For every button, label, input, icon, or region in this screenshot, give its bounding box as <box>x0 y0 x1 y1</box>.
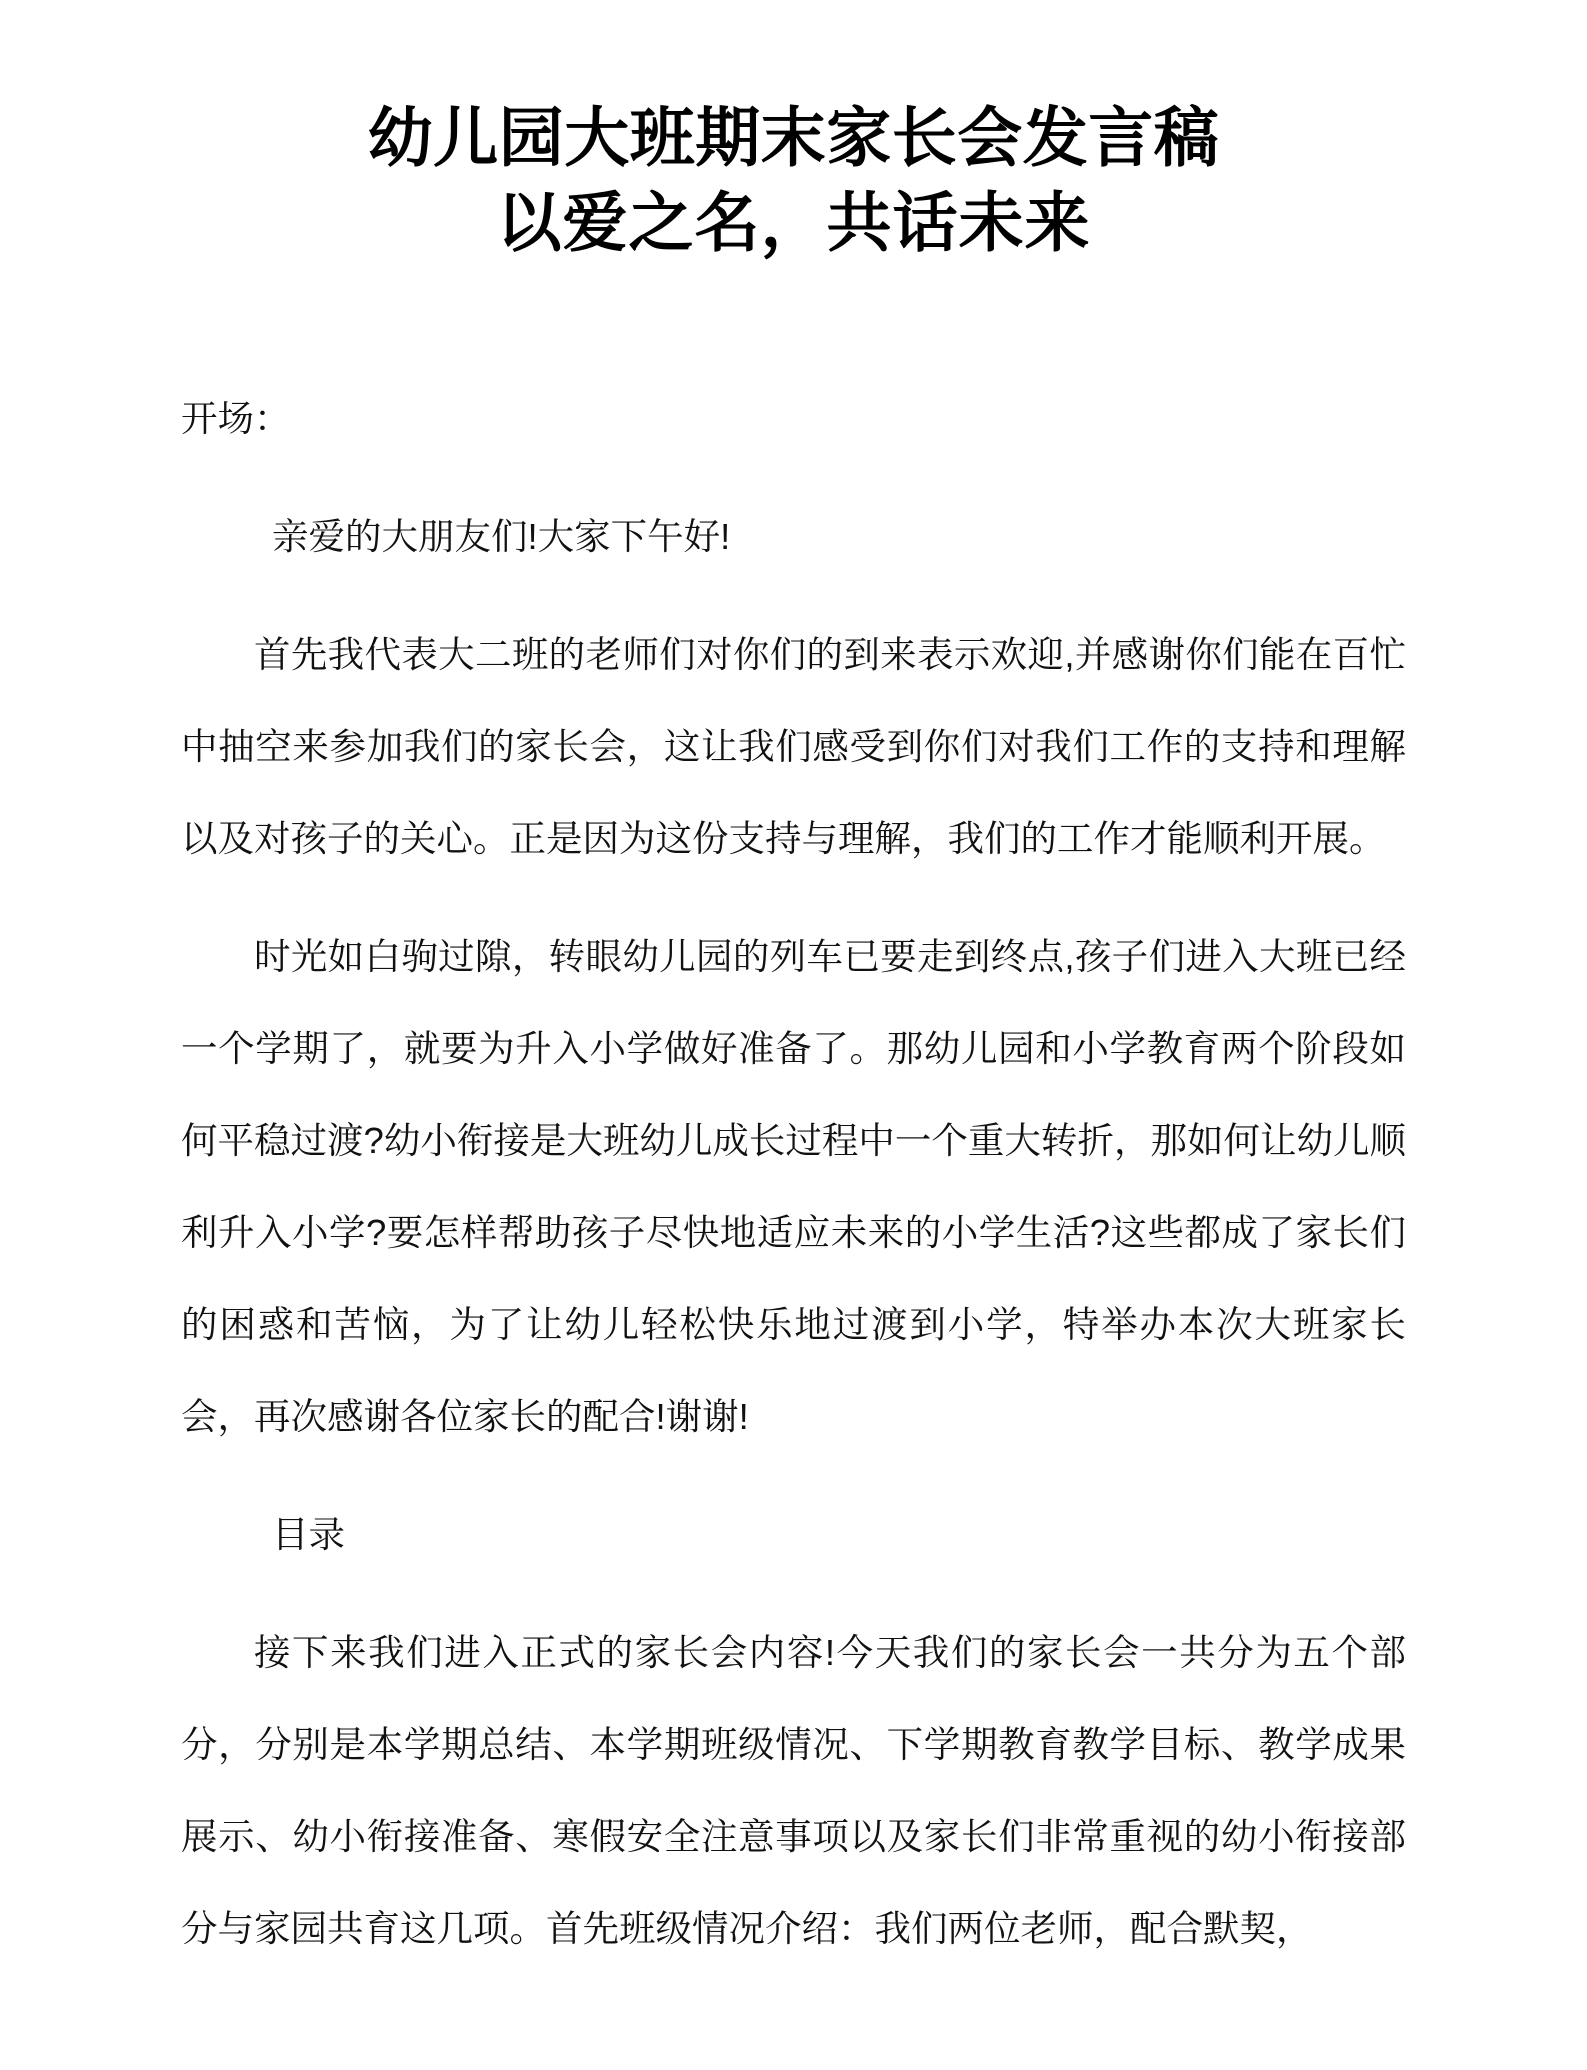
page-title <box>0 0 1587 265</box>
paragraph-agenda: 接下来我们进入正式的家长会内容!今天我们的家长会一共分为五个部分，分别是本学期总结、本学期班级情况、下学期教育教学目标、教学成果展示、幼小衔接准备、寒假安全注意事项以及家长们非常重视的幼小衔接部分与家园共育这几项。首先班级情况介绍：我们两位老师，配合默契， <box>181 1632 1406 1949</box>
paragraph-gap <box>181 1581 1406 1607</box>
title-body-spacer <box>0 265 1587 373</box>
section-label-opening: 开场： <box>181 398 291 439</box>
title-line-main: 幼儿园大班期末家长会发言稿 <box>367 101 1220 174</box>
section-label-toc: 目录 <box>272 1514 345 1555</box>
document-body <box>181 373 1406 1975</box>
paragraph-welcome: 首先我代表大二班的老师们对你们的到来表示欢迎,并感谢你们能在百忙中抽空来参加我们的家长会，这让我们感受到你们对我们工作的支持和理解以及对孩子的关心。正是因为这份支持与理解，我们的工作才能顺利开展。 <box>181 634 1406 859</box>
paragraph-gap <box>181 583 1406 609</box>
paragraph-gap <box>181 1463 1406 1489</box>
paragraph-gap <box>181 885 1406 911</box>
paragraph-gap <box>181 465 1406 491</box>
paragraph-greeting: 亲爱的大朋友们!大家下午好! <box>272 516 731 557</box>
paragraph-transition: 时光如白驹过隙，转眼幼儿园的列车已要走到终点,孩子们进入大班已经一个学期了，就要为升入小学做好准备了。那幼儿园和小学教育两个阶段如何平稳过渡?幼小衔接是大班幼儿成长过程中一个重大转折，那如何让幼儿顺利升入小学?要怎样帮助孩子尽快地适应未来的小学生活?这些都成了家长们的困惑和苦恼，为了让幼儿轻松快乐地过渡到小学，特举办本次大班家长会，再次感谢各位家长的配合!谢谢! <box>181 936 1406 1437</box>
title-line-subtitle: 以爱之名，共话未来 <box>496 185 1091 259</box>
